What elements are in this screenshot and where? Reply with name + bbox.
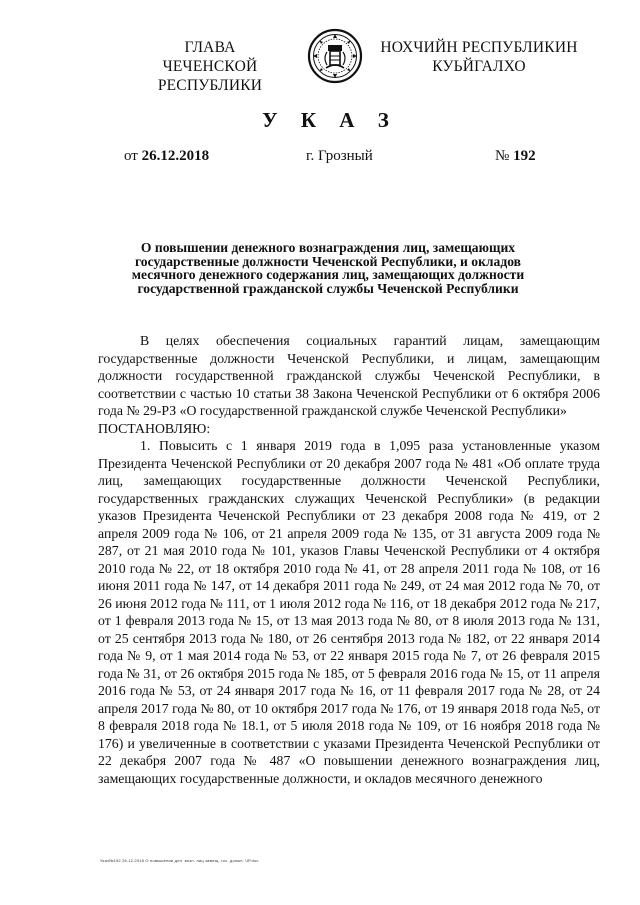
letterhead-right: [366, 38, 592, 76]
resolve-heading: ПОСТАНОВЛЯЮ:: [98, 420, 211, 436]
letterhead-right-line2: КУЬЙГАЛХО: [432, 58, 526, 75]
letterhead-right-line1: НОХЧИЙН РЕСПУБЛИКИН: [380, 39, 578, 56]
file-footer: Указ№192 26.12.2018 О повышении ден. возн. лиц замещ. гос. должн. ЧР.doc: [100, 858, 259, 863]
decree-date: [124, 148, 209, 165]
preamble-paragraph: В целях обеспечения социальных гарантий лицам, замещающим государственные должности Чеченской Республики, и лицам, замещающим должности государственной гражданской службы Чеченской Республики, в соответствии с частью 10 статьи 38 Закона Чеченской Республики от 6 октября 2006 года № 29-РЗ «О государственной гражданской службе Чеченской Республики»: [98, 333, 600, 418]
letterhead-left-line2: ЧЕЧЕНСКОЙ РЕСПУБЛИКИ: [157, 58, 263, 94]
decree-meta: [0, 148, 640, 168]
letterhead: [0, 28, 640, 94]
subject-line-1: О повышении денежного вознаграждения лиц, замещающих: [140, 240, 516, 255]
subject-line-2: государственные должности Чеченской Республики, и окладов: [134, 253, 522, 269]
decree-date-prefix: от: [124, 148, 138, 164]
letterhead-left: [110, 38, 310, 95]
decree-body: [98, 332, 600, 787]
decree-title: У К А З: [262, 108, 398, 132]
decree-number-value: 192: [513, 148, 536, 164]
subject-line-4: государственной гражданской службы Чеченской Республики: [137, 280, 519, 296]
decree-city: г. Грозный: [306, 148, 373, 164]
decree-number-prefix: №: [495, 148, 510, 164]
subject-line-3: месячного денежного содержания лиц, замещающих должности: [131, 267, 525, 283]
decree-date-value: 26.12.2018: [141, 148, 210, 164]
letterhead-left-line1: ГЛАВА: [184, 39, 236, 56]
coat-of-arms-icon: [307, 28, 363, 84]
decree-number: [495, 148, 536, 165]
item-1-paragraph: 1. Повысить с 1 января 2019 года в 1,095 раза установленные указом Президента Чеченской Республики от 20 декабря 2007 года № 481 «Об оплате труда лиц, замещающих государственные должности Чеченской Республики, государственных гражданских служащих Чеченской Республики» (в редакции указов Президента Чеченской Республики от 23 декабря 2008 года № 419, от 2 апреля 2009 года № 106, от 21 апреля 2009 года № 135, от 31 августа 2009 года № 287, от 21 мая 2010 года № 101, указов Главы Чеченской Республики от 4 октября 2010 года № 22, от 18 октября 2010 года № 41, от 28 апреля 2011 года № 108, от 16 июня 2011 года № 147, от 14 декабря 2011 года № 249, от 24 мая 2012 года № 70, от 26 июня 2012 года № 111, от 1 июля 2012 года № 116, от 18 декабря 2012 года № 217, от 1 февраля 2013 года № 15, от 13 мая 2013 года № 80, от 8 июля 2013 года № 131, от 25 сентября 2013 года № 180, от 26 сентября 2013 года № 182, от 22 января 2014 года № 9, от 1 мая 2014 года № 53, от 22 января 2015 года № 7, от 26 февраля 2015 года № 31, от 26 октября 2015 года № 185, от 5 февраля 2016 года № 15, от 11 апреля 2016 года № 53, от 24 января 2017 года № 16, от 11 февраля 2017 года № 28, от 24 апреля 2017 года № 80, от 10 октября 2017 года № 176, от 19 января 2018 года №5, от 8 февраля 2018 года № 18.1, от 5 июля 2018 года № 109, от 16 ноября 2018 года № 176) и увеличенные в соответствии с указами Президента Чеченской Республики от 22 декабря 2007 года № 487 «О повышении денежного вознаграждения лиц, замещающих государственные должности, и окладов месячного денежного: [98, 438, 600, 786]
decree-subject: [128, 241, 528, 295]
